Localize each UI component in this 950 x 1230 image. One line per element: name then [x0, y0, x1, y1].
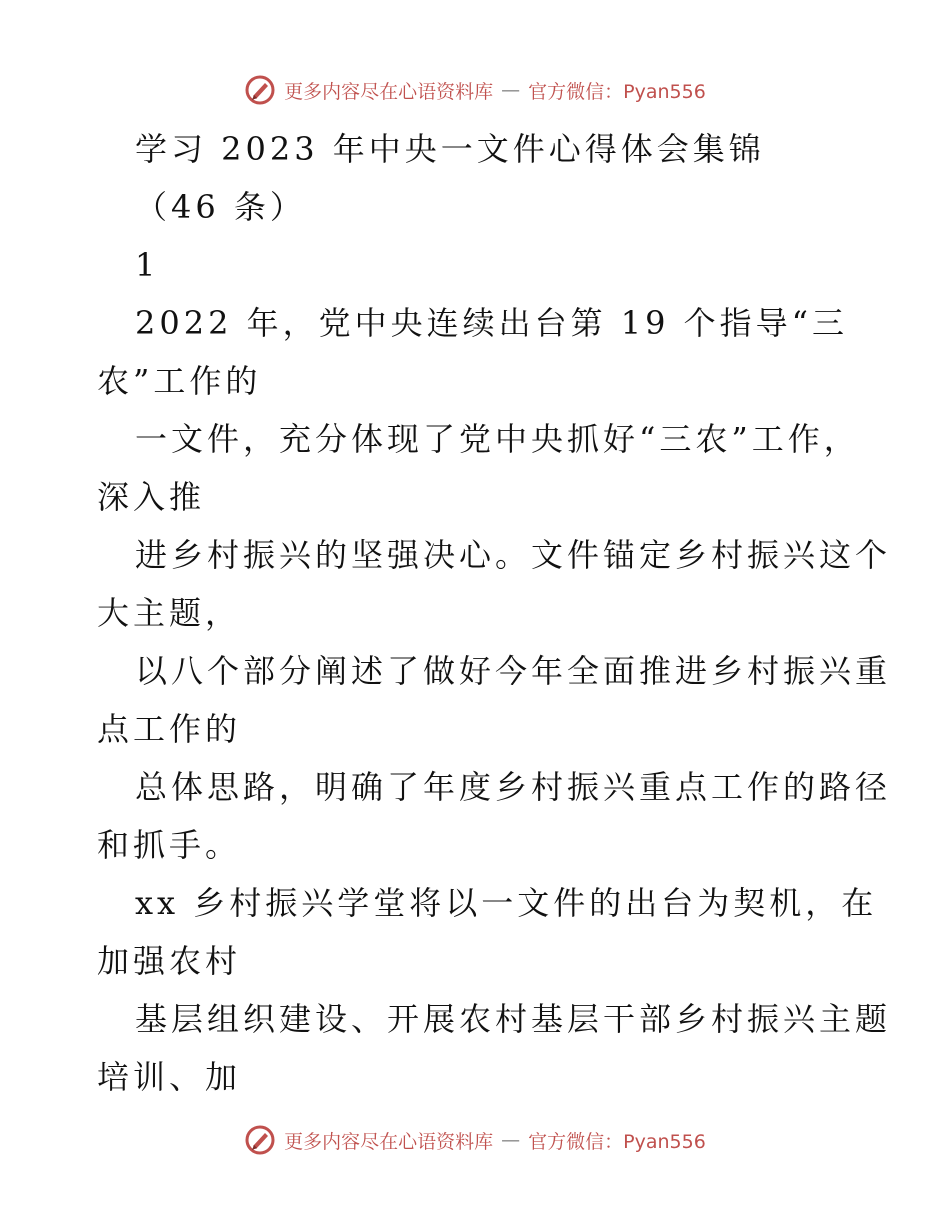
body-line: 总体思路，明确了年度乡村振兴重点工作的路径: [135, 768, 892, 806]
body-line: 基层组织建设、开展农村基层干部乡村振兴主题: [135, 1000, 892, 1038]
watermark-contact: 官方微信：Pyan556: [528, 1130, 706, 1153]
pen-seal-icon: [244, 74, 276, 106]
body-line: xx 乡村振兴学堂将以一文件的出台为契机，在: [135, 884, 878, 922]
pen-seal-icon: [244, 1124, 276, 1156]
body-line: 农”工作的: [97, 362, 262, 400]
section-number: 1: [135, 246, 160, 284]
body-line: 和抓手。: [97, 826, 242, 864]
watermark-text: 更多内容尽在心语资料库: [284, 1130, 494, 1153]
watermark-separator: —: [501, 1129, 521, 1151]
body-line: 大主题，: [97, 594, 242, 632]
body-line: 进乡村振兴的坚强决心。文件锚定乡村振兴这个: [135, 536, 892, 574]
watermark-separator: —: [501, 79, 521, 101]
body-line: 培训、加: [97, 1058, 242, 1096]
body-line: 加强农村: [97, 942, 242, 980]
document-body: [97, 120, 892, 1106]
document-title: 学习 2023 年中央一文件心得体会集锦: [135, 130, 765, 168]
watermark-text: 更多内容尽在心语资料库: [284, 80, 494, 103]
body-line: 深入推: [97, 478, 206, 516]
body-line: 2022 年，党中央连续出台第 19 个指导“三: [135, 304, 849, 342]
document-subtitle: （46 条）: [135, 188, 306, 226]
footer-watermark: [0, 1120, 950, 1160]
header-watermark: [0, 70, 950, 110]
body-line: 点工作的: [97, 710, 242, 748]
watermark-contact: 官方微信：Pyan556: [528, 80, 706, 103]
body-line: 以八个部分阐述了做好今年全面推进乡村振兴重: [135, 652, 892, 690]
body-line: 一文件，充分体现了党中央抓好“三农”工作，: [135, 420, 860, 458]
